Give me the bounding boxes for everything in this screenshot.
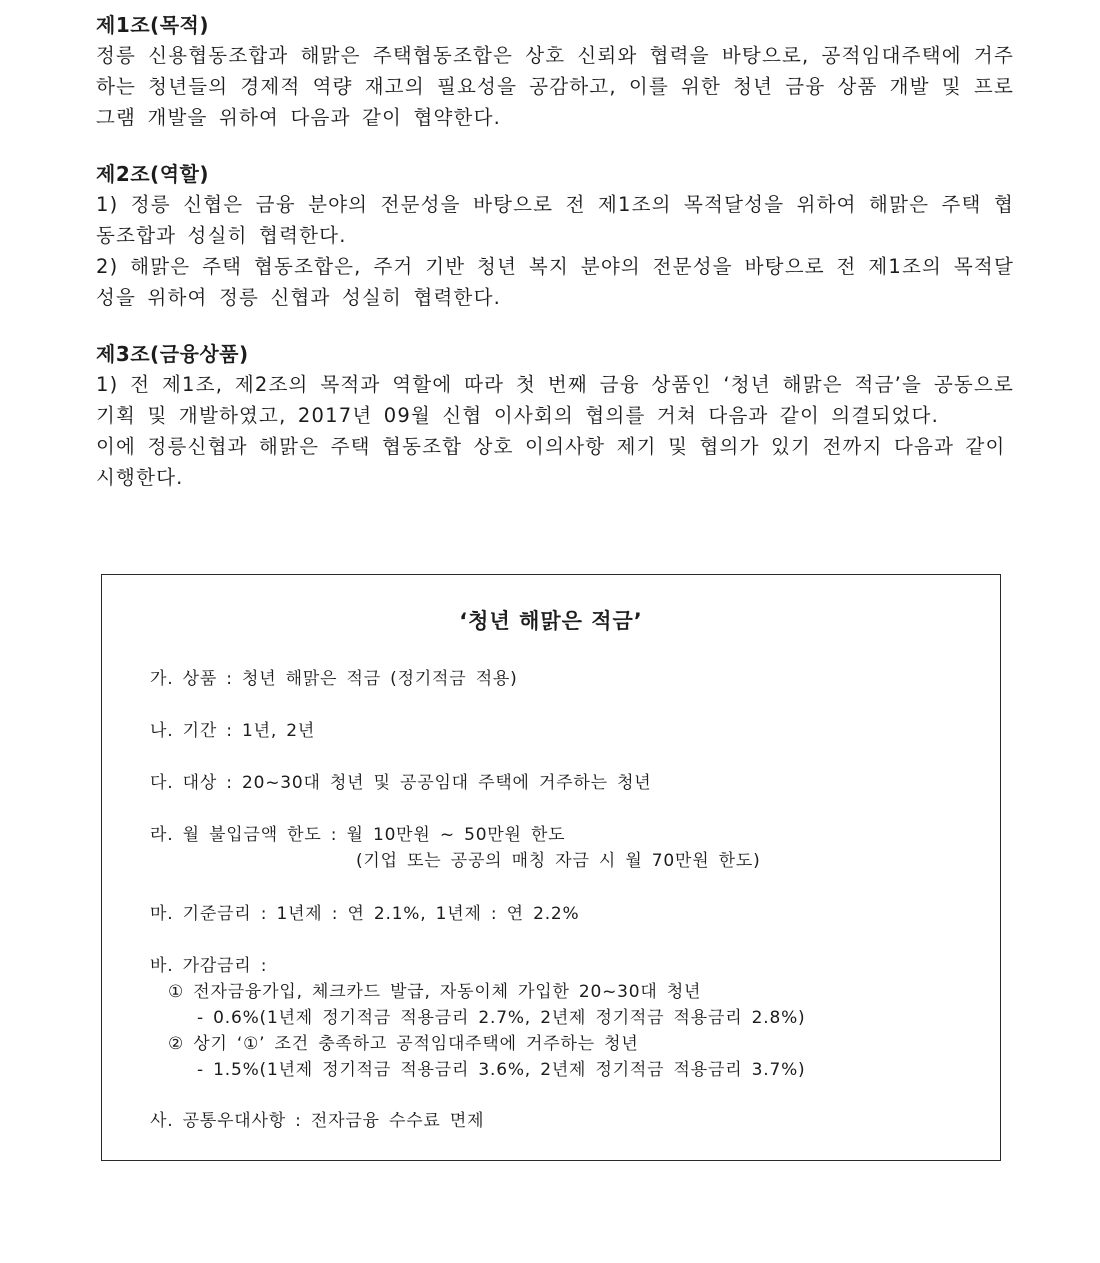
article-1-title: 제1조(목적) xyxy=(96,13,209,37)
item-adjusted-rate: 바. 가감금리 : xyxy=(150,956,268,976)
adjusted-rate-condition-2-rate: - 1.5%(1년제 정기적금 적용금리 3.6%, 2년제 정기적금 적용금리 3.7%) xyxy=(197,1060,806,1080)
product-box xyxy=(101,574,1001,1161)
item-monthly-limit: 라. 월 불입금액 한도 : 월 10만원 ~ 50만원 한도 xyxy=(150,825,566,845)
item-common-benefit: 사. 공통우대사항 : 전자금융 수수료 면제 xyxy=(150,1111,485,1131)
article-3-clause-2: 이에 정릉신협과 해맑은 주택 협동조합 상호 이의사항 제기 및 협의가 있기 전까지 다음과 같이 시행한다. xyxy=(96,435,1006,489)
article-1-paragraph: 정릉 신용협동조합과 해맑은 주택협동조합은 상호 신뢰와 협력을 바탕으로, 공적임대주택에 거주하는 청년들의 경제적 역량 재고의 필요성을 공감하고, 이를 위한 청년 금융 상품 개발 및 프로그램 개발을 위하여 다음과 같이 협약한다. xyxy=(96,44,1014,129)
item-target: 다. 대상 : 20~30대 청년 및 공공임대 주택에 거주하는 청년 xyxy=(150,773,652,793)
product-box-title: ‘청년 해맑은 적금’ xyxy=(459,609,643,633)
article-2-clause-2: 2) 해맑은 주택 협동조합은, 주거 기반 청년 복지 분야의 전문성을 바탕으로 전 제1조의 목적달성을 위하여 정릉 신협과 성실히 협력한다. xyxy=(96,255,1014,309)
adjusted-rate-condition-1: ① 전자금융가입, 체크카드 발급, 자동이체 가입한 20~30대 청년 xyxy=(168,982,702,1002)
article-2 xyxy=(96,159,1014,313)
item-period: 나. 기간 : 1년, 2년 xyxy=(150,721,316,741)
agreement-document xyxy=(96,10,1014,519)
adjusted-rate-condition-2: ② 상기 ‘①’ 조건 충족하고 공적임대주택에 거주하는 청년 xyxy=(168,1034,639,1054)
article-3-clause-1: 1) 전 제1조, 제2조의 목적과 역할에 따라 첫 번째 금융 상품인 ‘청년 해맑은 적금’을 공동으로 기획 및 개발하였고, 2017년 09월 신협 이사회의 협의를 거쳐 다음과 같이 의결되었다. xyxy=(96,373,1014,427)
item-base-rate: 마. 기준금리 : 1년제 : 연 2.1%, 1년제 : 연 2.2% xyxy=(150,904,580,924)
article-2-clause-1: 1) 정릉 신협은 금융 분야의 전문성을 바탕으로 전 제1조의 목적달성을 위하여 해맑은 주택 협동조합과 성실히 협력한다. xyxy=(96,193,1014,247)
item-monthly-limit-note: (기업 또는 공공의 매칭 자금 시 월 70만원 한도) xyxy=(356,851,761,871)
article-3 xyxy=(96,339,1014,493)
article-3-title: 제3조(금융상품) xyxy=(96,342,249,366)
article-2-title: 제2조(역할) xyxy=(96,162,209,186)
item-product: 가. 상품 : 청년 해맑은 적금 (정기적금 적용) xyxy=(150,669,518,689)
adjusted-rate-condition-1-rate: - 0.6%(1년제 정기적금 적용금리 2.7%, 2년제 정기적금 적용금리 2.8%) xyxy=(197,1008,806,1028)
article-1 xyxy=(96,10,1014,133)
